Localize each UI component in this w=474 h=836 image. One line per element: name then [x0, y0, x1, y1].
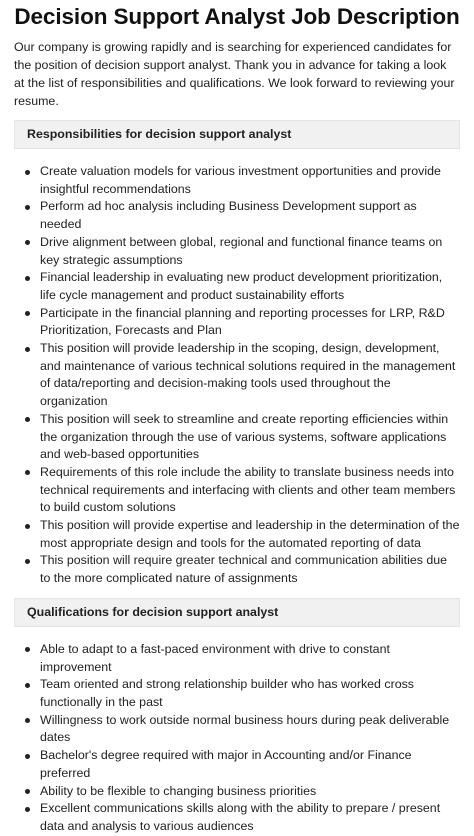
- list-item-text: Create valuation models for various investment opportunities and provide insightful recommendations: [40, 164, 441, 196]
- list-item: [40, 163, 460, 198]
- bullet-icon: [25, 470, 30, 475]
- intro-paragraph: Our company is growing rapidly and is searching for experienced candidates for the position of decision support analyst. Thank you in advance for taking a look at the list of responsibilities and qualifications. We look forward to reviewing your resume.: [14, 40, 455, 108]
- list-item-text: This position will seek to streamline and create reporting efficiencies within the organization through the use of various systems, software applications and web-based opportunities: [40, 411, 449, 462]
- list-item-text: This position will provide expertise and leadership in the determination of the most appropriate design and tools for the automated reporting of data: [40, 518, 460, 550]
- bullet-icon: [25, 240, 30, 245]
- list-item: [40, 800, 460, 835]
- bullet-icon: [25, 417, 30, 422]
- bullet-icon: [25, 683, 30, 688]
- responsibilities-heading: Responsibilities for decision support analyst: [14, 120, 460, 149]
- list-item-text: Willingness to work outside normal business hours during peak deliverable dates: [40, 712, 450, 745]
- bullet-icon: [25, 524, 30, 529]
- list-item: [40, 269, 460, 304]
- bullet-icon: [25, 718, 30, 723]
- list-item-text: This position will provide leadership in the scoping, design, development, and maintenance of various technical solutions required in the management of data/reporting and decision-making tools used throughout the organization: [40, 341, 456, 409]
- list-item-text: Ability to be flexible to changing business priorities: [40, 783, 317, 798]
- list-item: [40, 464, 460, 517]
- bullet-icon: [25, 276, 30, 281]
- list-item: [40, 517, 460, 552]
- bullet-icon: [25, 347, 30, 352]
- list-item: [40, 552, 460, 587]
- list-item: [40, 411, 460, 464]
- list-item: [40, 712, 460, 747]
- list-item: [40, 676, 460, 711]
- bullet-icon: [25, 170, 30, 175]
- list-item: [40, 783, 460, 801]
- bullet-icon: [25, 311, 30, 316]
- list-item-text: Excellent communications skills along with the ability to prepare / present data and analysis to various audiences: [40, 801, 441, 833]
- list-item-text: Perform ad hoc analysis including Business Development support as needed: [40, 199, 417, 232]
- qualifications-list: [14, 641, 460, 836]
- list-item: [40, 234, 460, 269]
- list-item-text: Able to adapt to a fast-paced environment with drive to constant improvement: [40, 641, 390, 674]
- page-title: Decision Support Analyst Job Description: [14, 4, 460, 29]
- bullet-icon: [25, 807, 30, 812]
- bullet-icon: [25, 647, 30, 652]
- list-item: [40, 198, 460, 233]
- list-item-text: Bachelor's degree required with major in Accounting and/or Finance preferred: [40, 748, 412, 780]
- bullet-icon: [25, 205, 30, 210]
- list-item-text: Requirements of this role include the ability to translate business needs into technical requirements and interfacing with clients and other team members to build custom solutions: [40, 464, 456, 515]
- bullet-icon: [25, 754, 30, 759]
- list-item-text: Team oriented and strong relationship builder who has worked cross functionally in the past: [40, 677, 414, 709]
- bullet-icon: [25, 559, 30, 564]
- list-item: [40, 305, 460, 340]
- list-item: [40, 340, 460, 411]
- list-item-text: Participate in the financial planning and reporting processes for LRP, R&D Prioritization, Forecasts and Plan: [40, 305, 445, 338]
- qualifications-heading: Qualifications for decision support analyst: [14, 598, 460, 627]
- responsibilities-list: [14, 163, 460, 588]
- list-item-text: Financial leadership in evaluating new product development prioritization, life cycle management and product sustainability efforts: [40, 270, 443, 302]
- list-item-text: Drive alignment between global, regional and functional finance teams on key strategic assumptions: [40, 234, 443, 267]
- list-item: [40, 747, 460, 782]
- list-item: [40, 641, 460, 676]
- bullet-icon: [25, 789, 30, 794]
- list-item-text: This position will require greater technical and communication abilities due to the more complicated nature of assignments: [40, 553, 448, 586]
